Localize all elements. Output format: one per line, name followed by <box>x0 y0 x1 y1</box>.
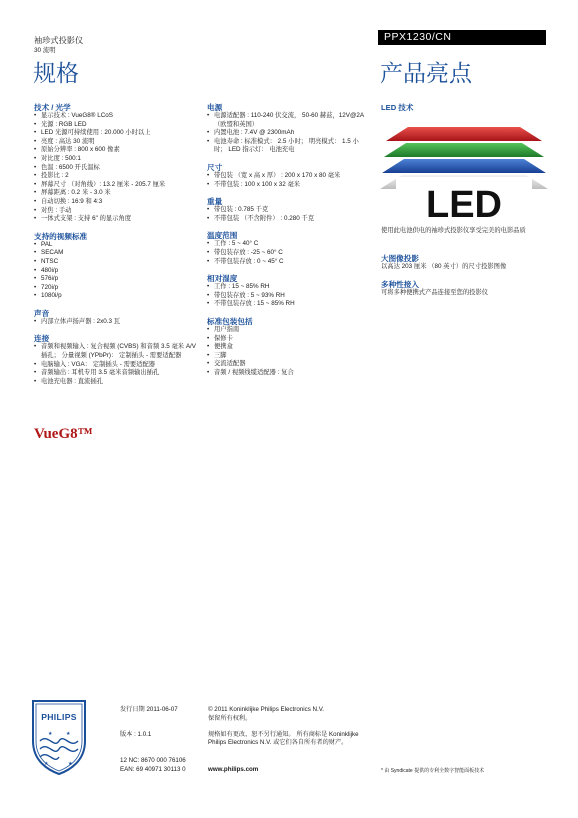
philips-logo <box>30 699 88 775</box>
spec-item: • 交流适配器 <box>207 360 370 369</box>
spec-item: • 显示技术 : VueG8® LCoS <box>34 112 196 121</box>
spec-item: • 1080i/p <box>34 292 196 301</box>
blue-layer <box>382 159 546 173</box>
copyright: © 2011 Koninklijke Philips Electronics N.V. <box>208 706 324 713</box>
spec-section <box>207 317 370 378</box>
section-heading: 电源 <box>207 103 223 112</box>
spec-item: • 带包装 : 0.785 千克 <box>207 206 370 215</box>
led-description: 使用此电池供电的袖珍式投影仪享受完美的电影品质 <box>381 227 526 234</box>
section-heading: 温度范围 <box>207 231 238 241</box>
syndicate-note: * 由 Syndicate 提供的专利全数字智能面板技术 <box>381 768 485 774</box>
green-layer <box>384 143 544 157</box>
vueg8-logo: VueG8™ <box>34 426 93 442</box>
svg-text:★: ★ <box>66 731 71 737</box>
spec-section <box>34 103 196 224</box>
model-number: PPX1230/CN <box>384 31 452 43</box>
spec-item: • 色温 : 6500 开氏温标 <box>34 164 196 173</box>
svg-text:★: ★ <box>68 761 73 767</box>
spec-item: • 投影比 : 2 <box>34 172 196 181</box>
led-illustration <box>380 115 548 227</box>
spec-item: • 屏幕尺寸 （对角线）: 13.2 厘米 - 205.7 厘米 <box>34 181 196 190</box>
spec-section <box>207 231 370 266</box>
spec-item: • 不带包装 : 100 x 100 x 32 毫米 <box>207 181 370 190</box>
highlight-heading: 大图像投影 <box>381 254 419 263</box>
spec-item: • 原始分辨率 : 800 x 600 像素 <box>34 146 196 155</box>
rights-reserved: 保留所有权利。 <box>208 715 252 722</box>
spec-item: • SECAM <box>34 249 196 258</box>
nc-number: 12 NC: 8670 000 76106 <box>120 757 186 764</box>
product-line: 袖珍式投影仪 <box>34 36 84 45</box>
spec-section <box>207 274 370 309</box>
spec-section <box>207 103 370 155</box>
section-heading: 声音 <box>34 308 50 318</box>
spec-item: • 内置电池 : 7.4V @ 2300mAh <box>207 129 370 138</box>
spec-item: • 带包装存放 : -25 ~ 60° C <box>207 249 370 258</box>
spec-item: • 音频 / 视频线缆适配器 : 复合 <box>207 369 370 378</box>
spec-item: • 720i/p <box>34 284 196 293</box>
spec-item: • 光源 : RGB LED <box>34 121 196 130</box>
led-layers-graphic <box>380 115 548 227</box>
section-heading: 标准包装包括 <box>207 316 253 326</box>
spec-item: • 对比度 : 500:1 <box>34 155 196 164</box>
spec-item: • 不带包装存放 : 0 ~ 45° C <box>207 258 370 267</box>
spec-item: • 用户指南 <box>207 326 370 335</box>
lumens-subtitle: 30 流明 <box>34 47 56 54</box>
section-heading: 重量 <box>207 197 223 207</box>
spec-item: • 电池充电器 : 直流插孔 <box>34 378 196 387</box>
philips-shield-icon <box>30 699 88 775</box>
spec-item: • LED 光源可持续使用 : 20.000 小时以上 <box>34 129 196 138</box>
highlight-item <box>381 280 547 298</box>
spec-item: • 带包装 （宽 x 高 x 厚） : 200 x 170 x 80 毫米 <box>207 172 370 181</box>
legal-notice: 规格如有更改，恕不另行通知。 所有商标是 Koninklijke Philips Electronics N.V. 或它们各自所有者的财产。 <box>208 731 359 747</box>
spec-item: • 亮度 : 高达 30 流明 <box>34 138 196 147</box>
spec-section <box>207 197 370 223</box>
spec-item: • 自动切换 : 16:9 和 4:3 <box>34 198 196 207</box>
version: 版本 : 1.0.1 <box>120 731 152 738</box>
section-heading: 支持的视频标准 <box>34 231 88 241</box>
red-layer <box>386 127 542 141</box>
specs-title: 规格 <box>33 60 79 86</box>
section-heading: 相对湿度 <box>207 274 238 284</box>
led-technology-heading: LED 技术 <box>381 103 414 112</box>
highlight-text: 可将多种便携式产品连接至您的投影仪 <box>381 289 489 296</box>
led-label: LED <box>426 184 502 226</box>
spec-item: • 480i/p <box>34 267 196 276</box>
svg-text:★: ★ <box>48 731 53 737</box>
spec-item: • 带包装存放 : 5 ~ 93% RH <box>207 292 370 301</box>
section-heading: 技术 / 光学 <box>34 103 71 112</box>
spec-item: • 保修卡 <box>207 335 370 344</box>
highlight-text: 以高达 203 厘米 （80 英寸）的尺寸投影图像 <box>381 263 507 270</box>
spec-item: • 不带包装存放 : 15 ~ 85% RH <box>207 300 370 309</box>
spec-item: • 三脚 <box>207 352 370 361</box>
spec-item: • NTSC <box>34 258 196 267</box>
spec-item: • 音频输出 : 耳机专用 3.5 毫米音频输出插孔 <box>34 369 196 378</box>
highlight-item <box>381 254 547 272</box>
spec-item: • 电脑输入 : VGA： 定制插头 - 需要适配器 <box>34 361 196 370</box>
spec-item: • PAL <box>34 241 196 250</box>
spec-item: • 工作 : 15 ~ 85% RH <box>207 283 370 292</box>
spec-item: • 便携盒 <box>207 343 370 352</box>
spec-item: • 对焦 : 手动 <box>34 207 196 216</box>
spec-item: • 屏幕距离 : 0.2 米 - 3.0 米 <box>34 189 196 198</box>
section-heading: 连接 <box>34 334 50 344</box>
spec-item: • 电源适配器 : 110-240 伏交流， 50-60 赫兹，12V@2A （欧盟和英国） <box>207 112 370 129</box>
spec-column-1 <box>34 103 196 386</box>
svg-text:★: ★ <box>44 761 49 767</box>
model-bar <box>378 30 546 45</box>
highlights-title: 产品亮点 <box>380 60 472 86</box>
spec-item: • 一体式支架 : 支持 6" 的显示角度 <box>34 215 196 224</box>
spec-item: • 内部立体声扬声器 : 2x0.3 瓦 <box>34 318 196 327</box>
highlight-heading: 多种性接入 <box>381 280 419 289</box>
spec-section <box>207 163 370 189</box>
spec-section <box>34 309 196 327</box>
philips-wordmark: PHILIPS <box>41 712 77 722</box>
issue-date: 发行日期 2011-06-07 <box>120 706 178 713</box>
website-link[interactable]: www.philips.com <box>208 766 259 773</box>
spec-column-2 <box>207 103 370 377</box>
spec-section <box>34 232 196 301</box>
spec-item: • 不带包装 （不含附件） : 0.280 千克 <box>207 215 370 224</box>
section-heading: 尺寸 <box>207 162 223 172</box>
spec-item: • 电池寿命 : 标准模式： 2.5 小时； 明亮模式： 1.5 小时； LED 指示灯： 电池充电 <box>207 138 370 155</box>
spec-item: • 工作 : 5 ~ 40° C <box>207 240 370 249</box>
spec-section <box>34 334 196 386</box>
ean-number: EAN: 69 40971 30113 0 <box>120 766 186 773</box>
spec-item: • 音频和视频输入 : 复合视频 (CVBS) 和音频 3.5 毫米 A/V 插孔； 分量视频 (YPbPr)： 定制插头 - 需要适配器 <box>34 343 196 360</box>
spec-item: • 576i/p <box>34 275 196 284</box>
